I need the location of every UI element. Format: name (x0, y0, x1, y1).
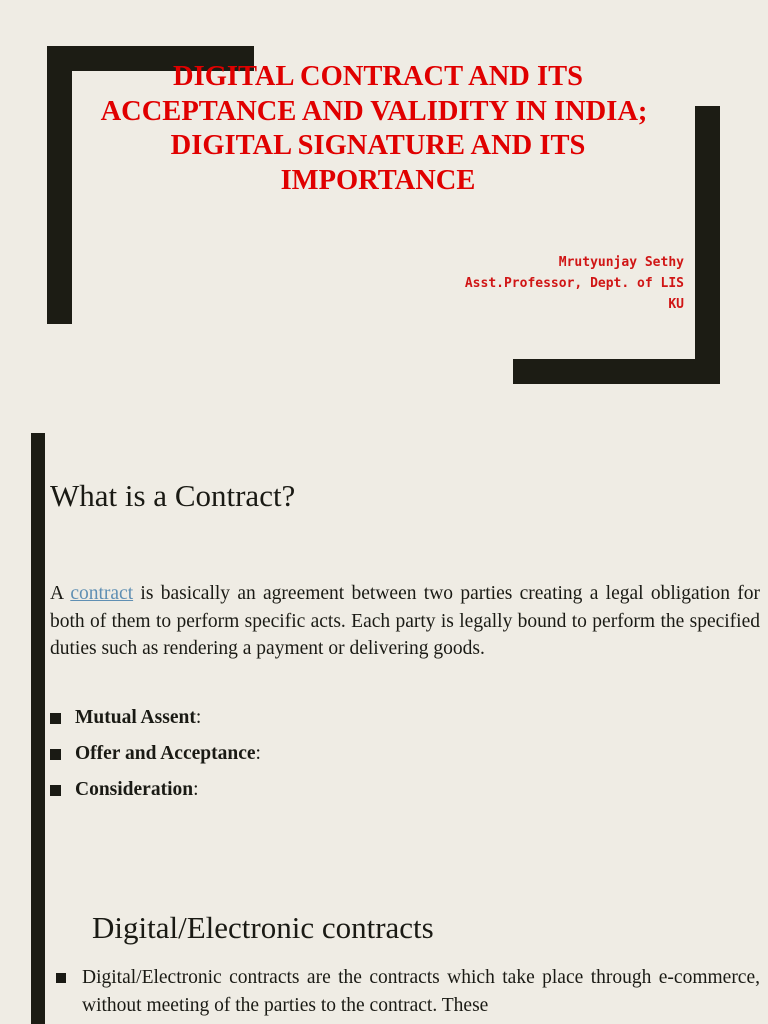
bullet-term: Mutual Assent (75, 707, 196, 728)
left-accent-bar (31, 866, 45, 1024)
list-item (50, 772, 261, 808)
list-item (50, 700, 261, 736)
frame-bottom-right-horizontal (513, 359, 720, 384)
title-line: DIGITAL CONTRACT AND ITS (173, 61, 583, 92)
bullet-term: Consideration (75, 779, 194, 800)
contract-elements-list (50, 700, 261, 808)
contract-slide (0, 420, 768, 866)
title-line: IMPORTANCE (280, 164, 476, 196)
contract-definition (50, 580, 760, 663)
bullet-suffix: : (195, 707, 202, 728)
electronic-contracts-slide (0, 866, 768, 1024)
square-bullet-icon (56, 973, 66, 983)
left-accent-bar (31, 433, 45, 866)
author-affiliation: KU (668, 297, 684, 312)
title-line: DIGITAL SIGNATURE AND ITS (170, 130, 586, 161)
slide-heading: What is a Contract? (50, 478, 296, 513)
square-bullet-icon (50, 713, 61, 724)
square-bullet-icon (50, 749, 61, 760)
slide-heading: Digital/Electronic contracts (92, 910, 434, 945)
title-slide (0, 0, 768, 420)
presentation-title (40, 60, 716, 198)
contract-link[interactable]: contract (70, 583, 134, 604)
list-item (56, 964, 760, 1020)
title-line: ACCEPTANCE AND VALIDITY IN INDIA; (100, 95, 648, 127)
bullet-suffix: : (255, 743, 261, 764)
author-name: Mrutyunjay Sethy (558, 255, 684, 270)
body-prefix: A (50, 583, 71, 604)
bullet-suffix: : (193, 779, 199, 800)
author-block (465, 252, 684, 315)
body-rest: is basically an agreement between two parties creating a legal obligation for both of them to perform specific acts. Each party is legally bound to perform the specified duties such as rendering a payment or delivering goods. (50, 583, 760, 659)
list-item (50, 736, 261, 772)
square-bullet-icon (50, 785, 61, 796)
author-title: Asst.Professor, Dept. of LIS (464, 276, 684, 291)
bullet-text: Digital/Electronic contracts are the contracts which take place through e-commerce, without meeting of the parties to the contract. These (82, 967, 760, 1016)
bullet-term: Offer and Acceptance (75, 743, 256, 764)
